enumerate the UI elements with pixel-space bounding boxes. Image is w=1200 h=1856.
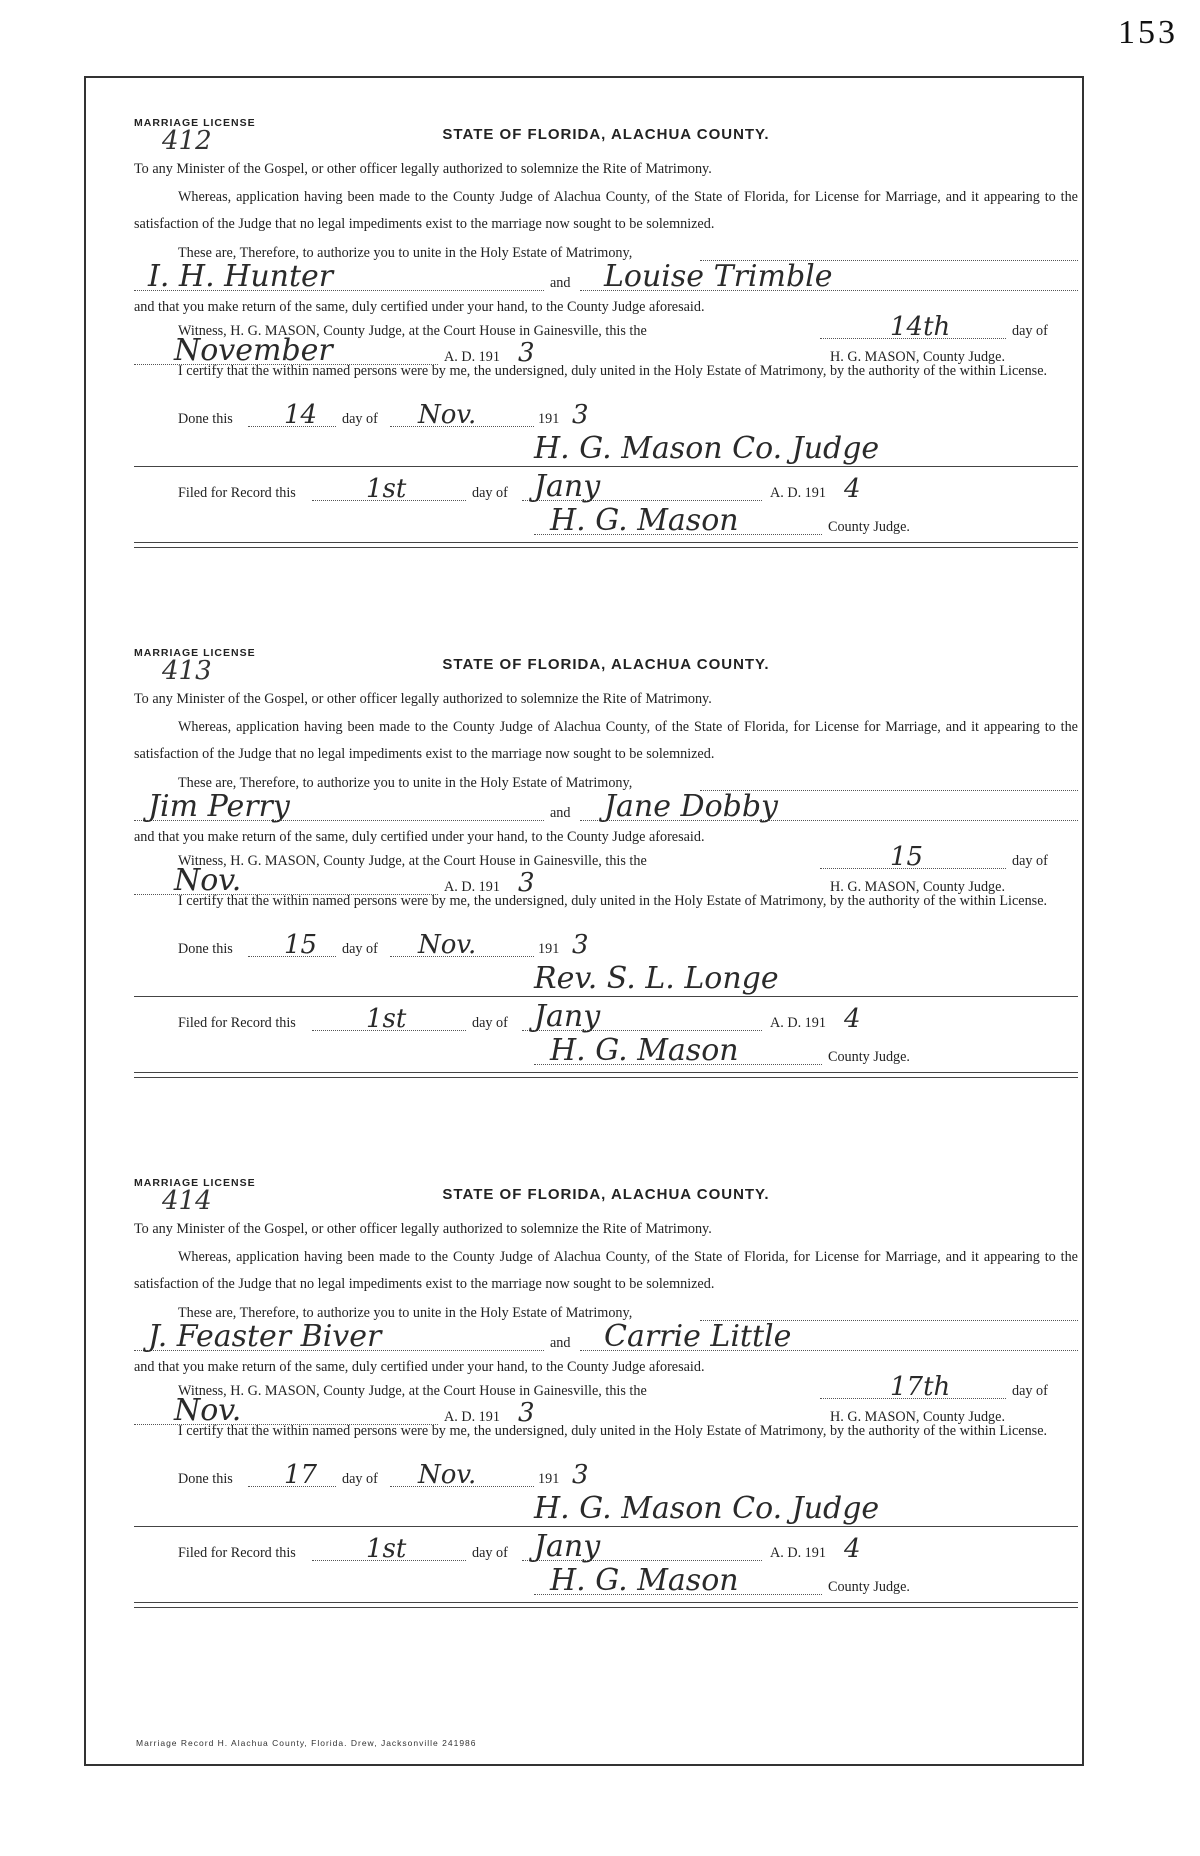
certify-block: [134, 888, 1078, 916]
done-month: Nov.: [418, 1460, 477, 1490]
county-judge-text: County Judge.: [828, 1578, 910, 1595]
page-number: 153: [1118, 14, 1178, 51]
done-line: [134, 400, 1078, 430]
filed-line: [134, 1529, 1078, 1564]
and-text: and: [550, 804, 571, 821]
filed-month: Jany: [534, 469, 601, 504]
certify-text: I certify that the within named persons were by me, the undersigned, duly united in the Holy Estate of Matrimony, by the authority of the within License.: [178, 893, 1048, 909]
day-of-text: day of: [472, 1014, 508, 1031]
and-text: and: [550, 1334, 571, 1351]
done-line: [134, 1460, 1078, 1490]
filed-month: Jany: [534, 999, 601, 1034]
whereas-text: Whereas, application having been made to the County Judge of Alachua County, of the State of Florida, for License for Marriage, and it appearing to the satisfaction of the Judge that no legal impediments exist to the marriage now sought to be solemnized.: [134, 188, 1078, 233]
these-are-text: These are, Therefore, to authorize you to unite in the Holy Estate of Matrimony,: [178, 1304, 633, 1321]
done-line: [134, 930, 1078, 960]
record-separator: [134, 1602, 1078, 1608]
day-of-text: day of: [472, 484, 508, 501]
record-separator: [134, 1072, 1078, 1078]
filed-signature-line: [134, 502, 1078, 538]
done-month: Nov.: [418, 400, 477, 430]
ad-191-text: A. D. 191: [444, 878, 500, 895]
filed-day: 1st: [366, 1004, 407, 1034]
record-separator: [134, 542, 1078, 548]
day-of-text: day of: [342, 940, 378, 957]
witness-text: Witness, H. G. MASON, County Judge, at the Court House in Gainesville, this the: [178, 852, 647, 869]
done-year: 3: [572, 1460, 589, 1490]
filed-signature-line: [134, 1562, 1078, 1598]
certify-text: I certify that the within named persons were by me, the undersigned, duly united in the Holy Estate of Matrimony, by the authority of the within License.: [178, 363, 1048, 379]
witness-year: 3: [518, 868, 535, 898]
make-return-text: and that you make return of the same, duly certified under your hand, to the County Judge aforesaid.: [134, 828, 705, 845]
county-judge-text: County Judge.: [828, 1048, 910, 1065]
county-judge-text: County Judge.: [828, 518, 910, 535]
witness-year: 3: [518, 338, 535, 368]
filed-signature: H. G. Mason: [550, 503, 739, 538]
these-are-text: These are, Therefore, to authorize you to unite in the Holy Estate of Matrimony,: [178, 774, 633, 791]
marriage-license-record: [134, 1178, 1078, 1708]
groom-name: J. Feaster Biver: [148, 1319, 382, 1354]
license-preamble: [134, 156, 1078, 239]
filed-day: 1st: [366, 1534, 407, 1564]
witness-day: 17th: [890, 1372, 951, 1402]
done-day: 14: [284, 400, 318, 430]
day-of-text: day of: [1012, 322, 1048, 339]
day-of-text: day of: [1012, 1382, 1048, 1399]
license-label: MARRIAGE LICENSE: [134, 647, 256, 659]
ad-191-text: A. D. 191: [770, 484, 826, 501]
officiant-signature: H. G. Mason Co. Judge: [534, 1491, 880, 1526]
whereas-text: Whereas, application having been made to the County Judge of Alachua County, of the State of Florida, for License for Marriage, and it appearing to the satisfaction of the Judge that no legal impediments exist to the marriage now sought to be solemnized.: [134, 1248, 1078, 1293]
filed-line: [134, 999, 1078, 1034]
and-text: and: [550, 274, 571, 291]
witness-year: 3: [518, 1398, 535, 1428]
filed-year: 4: [844, 474, 861, 504]
officiant-signature: H. G. Mason Co. Judge: [534, 431, 880, 466]
to-minister-text: To any Minister of the Gospel, or other officer legally authorized to solemnize the Rite of Matrimony.: [134, 161, 712, 177]
county-judge-signature-text: H. G. MASON, County Judge.: [830, 1408, 1005, 1425]
filed-day: 1st: [366, 474, 407, 504]
filed-month: Jany: [534, 1529, 601, 1564]
ad-191-text: A. D. 191: [444, 1408, 500, 1425]
done-year: 3: [572, 930, 589, 960]
day-of-text: day of: [1012, 852, 1048, 869]
done-day: 15: [284, 930, 318, 960]
county-judge-signature-text: H. G. MASON, County Judge.: [830, 348, 1005, 365]
year-191-text: 191: [538, 940, 560, 957]
filed-for-record-text: Filed for Record this: [178, 1544, 296, 1561]
bride-name: Louise Trimble: [604, 259, 833, 294]
county-judge-signature-text: H. G. MASON, County Judge.: [830, 878, 1005, 895]
license-number: 414: [162, 1186, 212, 1216]
witness-month: Nov.: [174, 863, 242, 898]
certify-block: [134, 1418, 1078, 1446]
filed-line: [134, 469, 1078, 504]
certify-block: [134, 358, 1078, 386]
make-return-text: and that you make return of the same, duly certified under your hand, to the County Judge aforesaid.: [134, 1358, 705, 1375]
filed-for-record-text: Filed for Record this: [178, 484, 296, 501]
done-year: 3: [572, 400, 589, 430]
filed-year: 4: [844, 1534, 861, 1564]
done-month: Nov.: [418, 930, 477, 960]
marriage-license-record: [134, 118, 1078, 648]
officiant-line: [134, 1490, 1078, 1526]
officiant-signature: Rev. S. L. Longe: [534, 961, 779, 996]
make-return-text: and that you make return of the same, duly certified under your hand, to the County Judge aforesaid.: [134, 298, 705, 315]
license-label: MARRIAGE LICENSE: [134, 117, 256, 129]
license-preamble: [134, 1216, 1078, 1299]
bride-name: Jane Dobby: [604, 789, 778, 824]
section-rule: [134, 466, 1078, 467]
groom-name: I. H. Hunter: [148, 259, 334, 294]
filed-year: 4: [844, 1004, 861, 1034]
marriage-license-record: [134, 648, 1078, 1178]
done-this-text: Done this: [178, 940, 233, 957]
witness-text: Witness, H. G. MASON, County Judge, at the Court House in Gainesville, this the: [178, 1382, 647, 1399]
to-minister-text: To any Minister of the Gospel, or other officer legally authorized to solemnize the Rite of Matrimony.: [134, 691, 712, 707]
day-of-text: day of: [342, 1470, 378, 1487]
whereas-text: Whereas, application having been made to the County Judge of Alachua County, of the State of Florida, for License for Marriage, and it appearing to the satisfaction of the Judge that no legal impediments exist to the marriage now sought to be solemnized.: [134, 718, 1078, 763]
officiant-line: [134, 960, 1078, 996]
officiant-line: [134, 430, 1078, 466]
state-heading: STATE OF FLORIDA, ALACHUA COUNTY.: [442, 1186, 770, 1203]
witness-day: 15: [890, 842, 924, 872]
these-are-text: These are, Therefore, to authorize you to unite in the Holy Estate of Matrimony,: [178, 244, 633, 261]
filed-signature-line: [134, 1032, 1078, 1068]
year-191-text: 191: [538, 1470, 560, 1487]
filed-signature: H. G. Mason: [550, 1563, 739, 1598]
day-of-text: day of: [472, 1544, 508, 1561]
witness-month: November: [174, 333, 333, 368]
section-rule: [134, 1526, 1078, 1527]
certify-text: I certify that the within named persons were by me, the undersigned, duly united in the Holy Estate of Matrimony, by the authority of the within License.: [178, 1423, 1048, 1439]
groom-name: Jim Perry: [148, 789, 290, 824]
to-minister-text: To any Minister of the Gospel, or other officer legally authorized to solemnize the Rite of Matrimony.: [134, 1221, 712, 1237]
ad-191-text: A. D. 191: [770, 1544, 826, 1561]
license-label: MARRIAGE LICENSE: [134, 1177, 256, 1189]
section-rule: [134, 996, 1078, 997]
witness-text: Witness, H. G. MASON, County Judge, at the Court House in Gainesville, this the: [178, 322, 647, 339]
state-heading: STATE OF FLORIDA, ALACHUA COUNTY.: [442, 126, 770, 143]
license-number: 413: [162, 656, 212, 686]
ad-191-text: A. D. 191: [770, 1014, 826, 1031]
witness-day: 14th: [890, 312, 951, 342]
day-of-text: day of: [342, 410, 378, 427]
state-heading: STATE OF FLORIDA, ALACHUA COUNTY.: [442, 656, 770, 673]
ad-191-text: A. D. 191: [444, 348, 500, 365]
filed-signature: H. G. Mason: [550, 1033, 739, 1068]
done-this-text: Done this: [178, 1470, 233, 1487]
license-preamble: [134, 686, 1078, 769]
bride-name: Carrie Little: [604, 1319, 792, 1354]
done-day: 17: [284, 1460, 318, 1490]
license-number: 412: [162, 126, 212, 156]
printer-imprint: Marriage Record H. Alachua County, Florida. Drew, Jacksonville 241986: [136, 1738, 477, 1748]
year-191-text: 191: [538, 410, 560, 427]
filed-for-record-text: Filed for Record this: [178, 1014, 296, 1031]
done-this-text: Done this: [178, 410, 233, 427]
witness-month: Nov.: [174, 1393, 242, 1428]
